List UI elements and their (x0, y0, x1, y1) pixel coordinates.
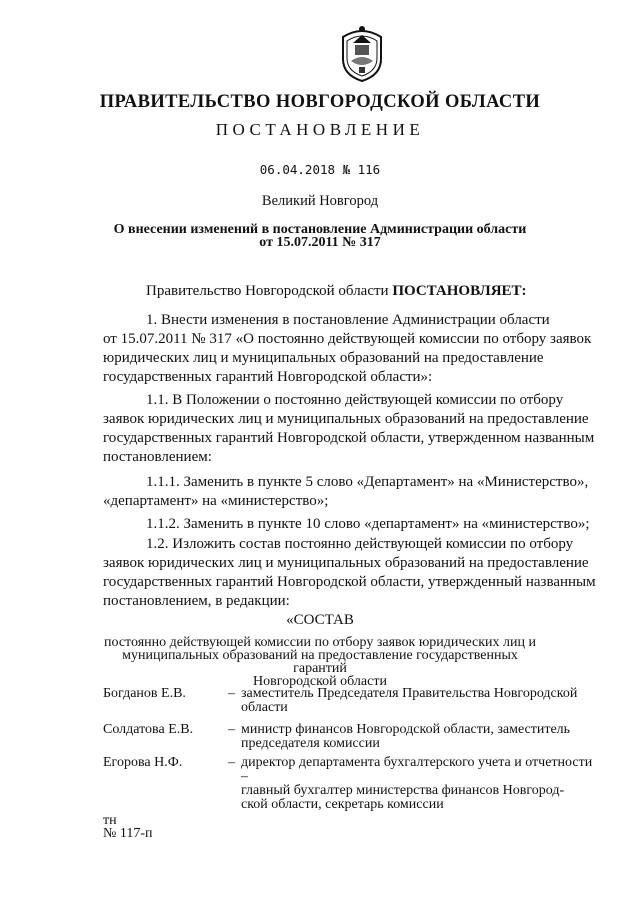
clause-1-2 (103, 535, 607, 611)
dash: – (228, 722, 235, 737)
text-line: 1.2. Изложить состав постоянно действующей комиссии по отбору (146, 536, 574, 552)
role-line: ской области, секретарь комиссии (241, 797, 444, 812)
role-line: министр финансов Новгородской области, заместитель (241, 722, 571, 737)
text-line: государственных гарантий Новгородской области»: (103, 369, 433, 385)
text-line: заявок юридических лиц и муниципальных образований на предоставление (103, 555, 589, 571)
text-line: государственных гарантий Новгородской области, утвержденный названным (103, 574, 596, 590)
document-type: ПОСТАНОВЛЕНИЕ (215, 120, 425, 139)
dash: – (228, 686, 235, 701)
city: Великий Новгород (261, 193, 379, 209)
preamble (146, 283, 527, 300)
composition-caption (100, 636, 540, 688)
subject-line: от 15.07.2011 № 317 (259, 235, 381, 250)
text-line: «департамент» на «министерство»; (103, 493, 329, 509)
text-line: 1.1.1. Заменить в пункте 5 слово «Департамент» на «Министерство», (146, 474, 589, 490)
role-line: директор департамента бухгалтерского учета и отчетности – (241, 755, 593, 784)
member-role (241, 687, 601, 715)
author-initials: тн (103, 813, 117, 828)
member-name: Солдатова Е.В. (103, 722, 194, 737)
document-number: № 117-п (103, 826, 153, 841)
caption-line: Новгородской области (253, 674, 387, 689)
clause-1-1-2 (103, 515, 607, 534)
preamble-bold: ПОСТАНОВЛЯЕТ: (392, 283, 527, 299)
member-name: Егорова Н.Ф. (103, 755, 183, 770)
text-line: от 15.07.2011 № 317 «О постоянно действующей комиссии по отбору заявок (103, 331, 592, 347)
text-line: постановлением, в редакции: (103, 593, 290, 609)
role-line: области (241, 700, 288, 715)
text-line: юридических лиц и муниципальных образований на предоставление (103, 350, 544, 366)
text-line: постановлением: (103, 449, 212, 465)
member-name: Богданов Е.В. (103, 686, 186, 701)
caption-line: муниципальных образований на предоставление государственных гарантий (122, 648, 518, 676)
clause-1-1-1 (103, 473, 607, 511)
role-line: главный бухгалтер министерства финансов Новгород- (241, 783, 565, 798)
document-subject (0, 223, 640, 249)
text-line: государственных гарантий Новгородской области, утвержденном названным (103, 430, 595, 446)
text-line: 1.1.2. Заменить в пункте 10 слово «департамент» на «министерство»; (146, 516, 590, 532)
role-line: председателя комиссии (241, 736, 380, 751)
government-title: ПРАВИТЕЛЬСТВО НОВГОРОДСКОЙ ОБЛАСТИ (99, 92, 541, 112)
clause-1 (103, 311, 607, 387)
text-line: 1. Внести изменения в постановление Администрации области (146, 312, 550, 328)
member-role (241, 756, 601, 812)
composition-title: «СОСТАВ (286, 612, 354, 628)
text-line: заявок юридических лиц и муниципальных образований на предоставление (103, 411, 589, 427)
preamble-text: Правительство Новгородской области (146, 283, 393, 299)
subject-line: О внесении изменений в постановление Администрации области (113, 222, 527, 237)
date-and-number: 06.04.2018 № 116 (259, 162, 381, 177)
dash: – (228, 755, 235, 770)
caption-line: постоянно действующей комиссии по отбору заявок юридических лиц и (104, 635, 536, 650)
coat-of-arms-icon (333, 23, 391, 83)
member-role (241, 723, 601, 751)
text-line: 1.1. В Положении о постоянно действующей комиссии по отбору (146, 392, 564, 408)
clause-1-1 (103, 391, 607, 467)
role-line: заместитель Председателя Правительства Новгородской (241, 686, 578, 701)
